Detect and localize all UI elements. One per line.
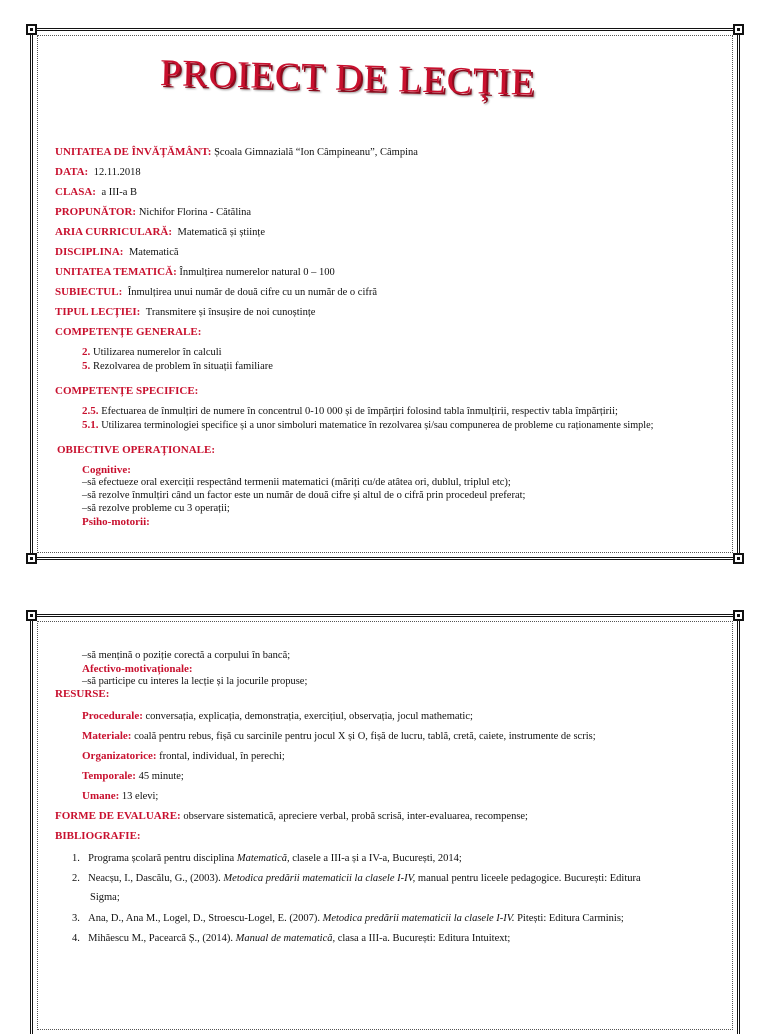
- subheading-psiho-motorii: Psiho-motorii:: [82, 516, 150, 528]
- resource-umane: Umane: 13 elevi;: [82, 790, 159, 802]
- resource-temporale: Temporale: 45 minute;: [82, 770, 184, 782]
- list-item: –să rezolve înmulțiri când un factor este un număr de două cifre și altul de o cifră prin procedeul preferat;: [82, 490, 526, 501]
- corner-ornament: [26, 553, 37, 564]
- field-forme-evaluare: FORME DE EVALUARE: observare sistematică, apreciere verbal, probă scrisă, inter-evaluarea, recompense;: [55, 810, 528, 822]
- field-data: DATA: 12.11.2018: [55, 166, 141, 178]
- subheading-cognitive: Cognitive:: [82, 464, 131, 476]
- list-item: 2.5. Efectuarea de înmulțiri de numere în concentrul 0-10 000 și de împărțiri folosind tabla înmulțirii, respectiv tabla împărțirii;: [82, 405, 618, 417]
- bibliography-item: 1. Programa școlară pentru disciplina Matematică, clasele a III-a și a IV-a, București, 2014;: [72, 853, 462, 864]
- bibliography-item: 2. Neacșu, I., Dascălu, G., (2003). Metodica predării matematicii la clasele I-IV, manual pentru liceele pedagogice. București: Editura: [72, 873, 641, 884]
- field-tipul: TIPUL LECȚIEI: Transmitere și însușire de noi cunoștințe: [55, 306, 316, 318]
- resource-procedurale: Procedurale: conversația, explicația, demonstrația, exercițiul, observația, jocul mathematic;: [82, 710, 473, 722]
- field-unitatea-invatamant: UNITATEA DE ÎNVĂȚĂMÂNT: Școala Gimnazială “Ion Câmpineanu”, Câmpina: [55, 146, 418, 158]
- list-item: –să participe cu interes la lecție și la jocurile propuse;: [82, 676, 308, 687]
- corner-ornament: [26, 610, 37, 621]
- list-item: –să mențină o poziție corectă a corpului în bancă;: [82, 650, 291, 661]
- list-item: 2. Utilizarea numerelor în calculi: [82, 346, 222, 358]
- bibliography-item: 3. Ana, D., Ana M., Logel, D., Stroescu-Logel, E. (2007). Metodica predării matematicii la clasele I-IV. Pitești: Editura Carminis;: [72, 913, 624, 924]
- resource-organizatorice: Organizatorice: frontal, individual, în perechi;: [82, 750, 285, 762]
- field-unitatea-tematica: UNITATEA TEMATICĂ: Înmulțirea numerelor natural 0 – 100: [55, 266, 335, 278]
- field-subiectul: SUBIECTUL: Înmulțirea unui număr de două cifre cu un număr de o cifră: [55, 286, 378, 298]
- section-bibliografie: BIBLIOGRAFIE:: [55, 830, 141, 842]
- list-item: 5. Rezolvarea de problem în situații familiare: [82, 360, 273, 372]
- corner-ornament: [733, 610, 744, 621]
- field-propunator: PROPUNĂTOR: Nichifor Florina - Cătălina: [55, 206, 252, 218]
- list-item: –să rezolve probleme cu 3 operații;: [82, 503, 230, 514]
- subheading-afectivo: Afectivo-motivaționale:: [82, 663, 193, 675]
- bibliography-item: 4. Mihăescu M., Pacearcă Ș., (2014). Manual de matematică, clasa a III-a. București: Editura Intuitext;: [72, 933, 511, 944]
- bibliography-item-continued: Sigma;: [90, 892, 120, 903]
- resource-materiale: Materiale: coală pentru rebus, fișă cu sarcinile pentru jocul X și O, fișă de lucru, tablă, cretă, caiete, instrumente de scris;: [82, 730, 596, 742]
- field-aria: ARIA CURRICULARĂ: Matematică și științe: [55, 226, 266, 238]
- section-obiective: OBIECTIVE OPERAȚIONALE:: [57, 444, 216, 456]
- list-item: –să efectueze oral exerciții respectând termenii matematici (măriți cu/de atâtea ori, dublul, triplul etc);: [82, 477, 511, 488]
- page-title: PROIECT DE LECȚIE: [159, 52, 536, 104]
- field-disciplina: DISCIPLINA: Matematică: [55, 246, 179, 258]
- list-item: 5.1. Utilizarea terminologiei specifice și a unor simboluri matematice în rezolvarea și/sau compunerea de probleme cu raționamente simple;: [82, 419, 654, 431]
- section-resurse: RESURSE:: [55, 688, 110, 700]
- field-clasa: CLASA: a III-a B: [55, 186, 138, 198]
- section-competente-specifice: COMPETENȚE SPECIFICE:: [55, 385, 199, 397]
- corner-ornament: [26, 24, 37, 35]
- section-competente-generale: COMPETENȚE GENERALE:: [55, 326, 202, 338]
- corner-ornament: [733, 24, 744, 35]
- corner-ornament: [733, 553, 744, 564]
